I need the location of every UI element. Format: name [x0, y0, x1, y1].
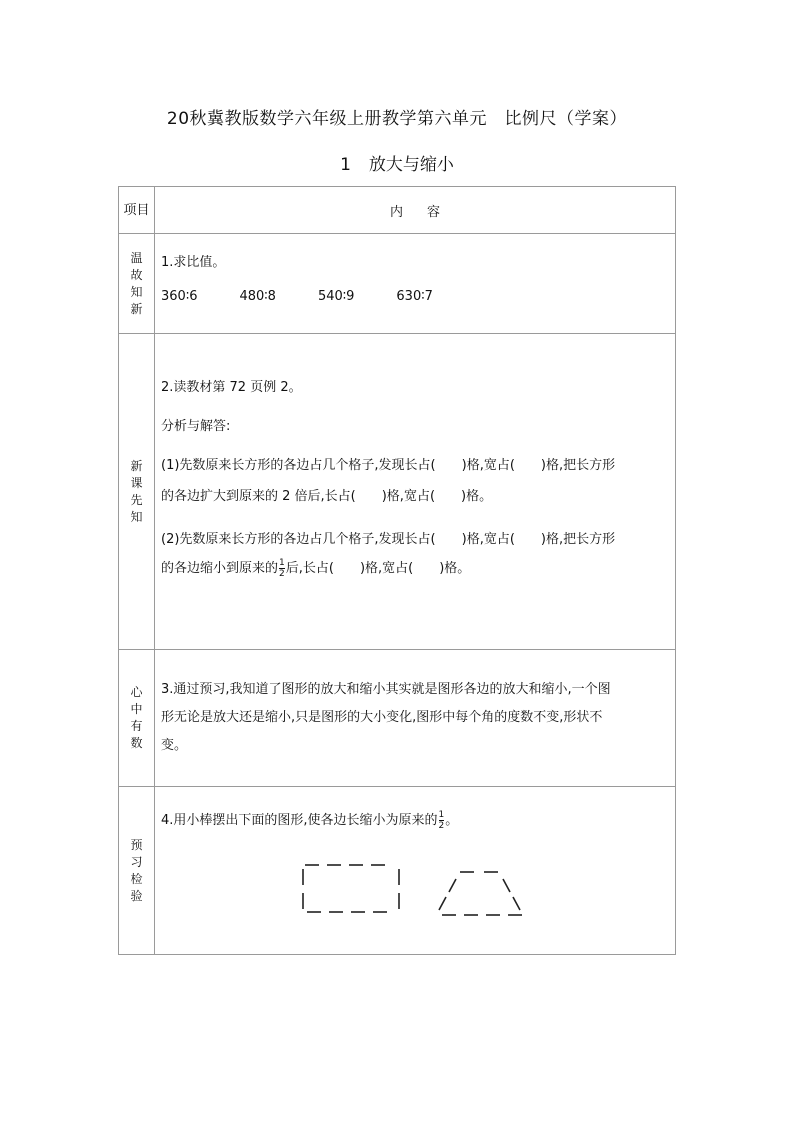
fraction-denominator: 2: [279, 569, 285, 579]
table-row-summary: [119, 650, 676, 787]
category-char: 检: [130, 871, 143, 886]
fraction-numerator: 1: [279, 558, 285, 568]
check-content: [155, 787, 676, 955]
ratio-item: 360∶6: [161, 289, 198, 304]
ratio-item: 540∶9: [317, 289, 355, 304]
category-char: 新: [130, 458, 143, 473]
ratio-item: 630∶7: [396, 289, 433, 304]
category-char: 知: [130, 509, 143, 524]
question-3-line-1: 3.通过预习,我知道了图形的放大和缩小其实就是图形各边的放大和缩小,一个图: [161, 682, 611, 697]
category-char: 心: [130, 685, 143, 699]
part-2-line-2: [161, 557, 669, 579]
lesson-name: 放大与缩小: [368, 155, 454, 175]
question-2-text: 2.读教材第 72 页例 2。: [161, 380, 302, 395]
preview-content: [155, 334, 676, 650]
question-4-post: 。: [445, 813, 459, 828]
category-char: 新: [130, 301, 143, 316]
part-1-line-1: (1)先数原来长方形的各边占几个格子,发现长占( )格,宽占( )格,把长方形: [161, 458, 616, 473]
part-1-line-2: 的各边扩大到原来的 2 倍后,长占( )格,宽占( )格。: [161, 489, 493, 504]
header-content-char-2: 容: [427, 204, 441, 220]
category-char: 习: [130, 854, 143, 869]
category-char: 验: [130, 888, 143, 903]
header-content-char-1: 内: [389, 204, 403, 220]
category-char: 温: [130, 250, 143, 265]
question-3-line-2: 形无论是放大还是缩小,只是图形的大小变化,图形中每个角的度数不变,形状不: [161, 710, 603, 725]
category-char: 故: [130, 267, 143, 282]
category-char: 课: [130, 475, 143, 490]
lesson-subtitle: [0, 150, 794, 175]
analysis-label: 分析与解答:: [161, 419, 231, 434]
fraction-denominator: 2: [438, 821, 445, 831]
question-4-pre: 4.用小棒摆出下面的图形,使各边长缩小为原来的: [161, 813, 438, 828]
stick-figures: [295, 859, 535, 919]
header-item-cell: 项目: [119, 187, 155, 234]
category-summary: [119, 650, 155, 787]
category-char: 中: [130, 702, 143, 716]
summary-content: [155, 650, 676, 787]
question-1-text: 1.求比值。: [161, 255, 226, 270]
ratio-list: [161, 289, 669, 304]
part-2-line-2-pre: 的各边缩小到原来的: [161, 561, 279, 576]
table-row-check: [119, 787, 676, 955]
rectangle-stick-figure: [303, 865, 399, 912]
category-char: 知: [130, 284, 143, 299]
category-char: 预: [130, 837, 143, 852]
review-content: [155, 234, 676, 334]
worksheet-table: [118, 186, 676, 955]
category-char: 数: [130, 736, 143, 750]
ratio-item: 480∶8: [239, 289, 276, 304]
fraction-numerator: 1: [438, 810, 445, 820]
part-2-line-1: (2)先数原来长方形的各边占几个格子,发现长占( )格,宽占( )格,把长方形: [161, 532, 616, 547]
part-2-line-2-post: 后,长占( )格,宽占( )格。: [285, 561, 471, 576]
category-review: [119, 234, 155, 334]
header-content-cell: [155, 187, 676, 234]
document-title: 20秋冀教版数学六年级上册教学第六单元 比例尺（学案）: [166, 109, 628, 129]
category-check: [119, 787, 155, 955]
table-row-preview: [119, 334, 676, 650]
table-header-row: [119, 187, 676, 234]
category-char: 有: [130, 719, 143, 733]
table-row-review: [119, 234, 676, 334]
trapezoid-stick-figure: [439, 872, 522, 915]
question-4-text: [161, 809, 669, 831]
question-3-line-3: 变。: [161, 738, 188, 753]
fraction-one-half: [439, 810, 445, 831]
lesson-number: 1: [340, 155, 351, 175]
category-char: 先: [130, 492, 143, 507]
fraction-one-half: [279, 558, 285, 579]
category-preview: [119, 334, 155, 650]
